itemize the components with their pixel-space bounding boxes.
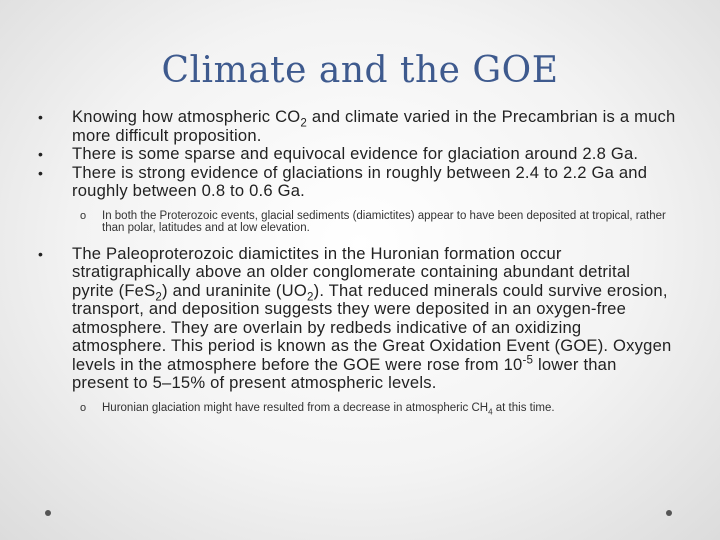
bullet-4: • The Paleoproterozoic diamictites in the Huronian formation occur stratigraphically above an older conglomerate containing abundant detrital pyrite (FeS$_2$) and uraninite $(UO_2)$. That reduced minerals could survive erosion, transport, and deposition suggests they were deposited in an oxygen-free atmosphere. They are overlain by redbeds indicative of an oxidizing atmosphere. This period is known as the Great Oxidation Event (GOE). Oxygen levels in the atmosphere before the GOE were rose from $10^{-5}$ lower than present to 5–15% of present atmospheric levels. [38, 243, 672, 392]
bullet-dot-icon: • [38, 109, 44, 125]
corner-dot-icon [45, 510, 51, 516]
bullet-3: • There is strong evidence of glaciations in roughly between 2.4 to 2.2 Ga and roughly between 0.8 to 0.6 Ga. [38, 162, 648, 200]
circle-bullet-icon: o [80, 209, 87, 222]
corner-dot-icon [666, 510, 672, 516]
bullet-1: • Knowing how atmospheric $CO_2$ and climate varied in the Precambrian is a much more difficult proposition. [38, 107, 676, 145]
slide-body [36, 108, 676, 424]
bullet-dot-icon: • [38, 245, 44, 262]
circle-bullet-icon: o [80, 401, 87, 414]
bullet-2: • There is some sparse and equivocal evidence for glaciation around 2.8 Ga. [38, 144, 639, 163]
bullet-dot-icon: • [38, 164, 44, 181]
sub-bullet-1: o In both the Proterozoic events, glacial sediments (diamictites) appear to have been deposited at tropical, rather than polar, latitudes and at low elevation. [80, 209, 666, 234]
slide-title: Climate and the GOE [161, 50, 559, 91]
bullet-dot-icon: • [38, 146, 44, 162]
sub-bullet-2: o Huronian glaciation might have resulted from a decrease in atmospheric $CH_4$ at this time. [80, 401, 555, 416]
